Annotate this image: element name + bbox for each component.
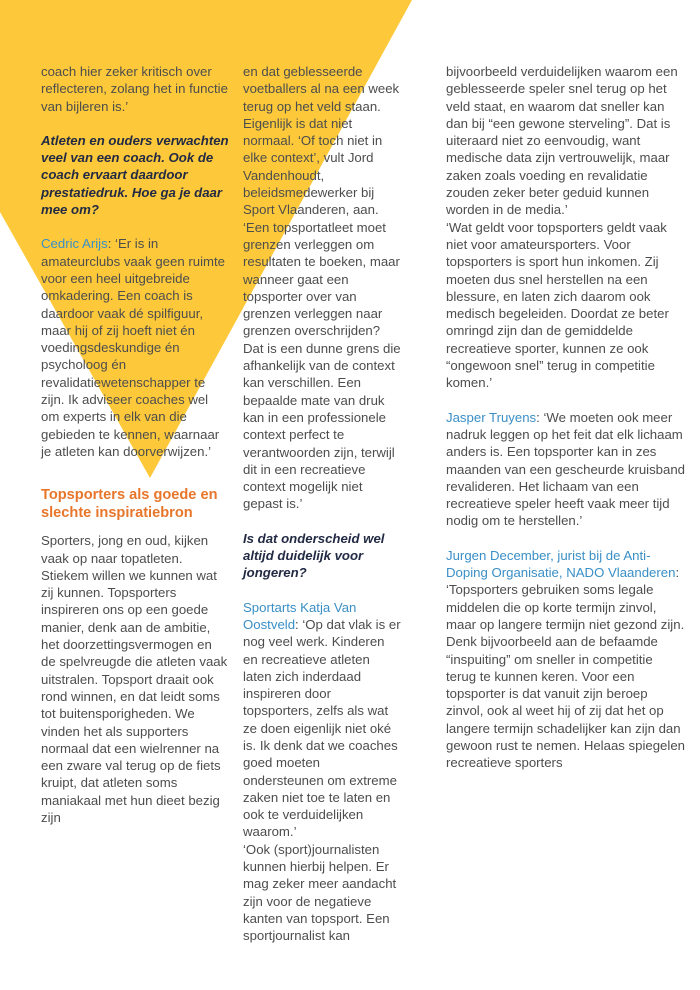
answer-text: : ‘Op dat vlak is er nog veel werk. Kinderen en recreatieve atleten laten zich inderdaad inspireren door topsporters, zelfs als wat ze doen eigenlijk niet oké is. Ik denk dat we coaches goed moeten ondersteunen om extreme zaken niet toe te laten en ook te verduidelijken waarom.’	[243, 616, 401, 840]
speaker-name: Sportarts Katja Van Oostveld	[243, 599, 357, 632]
col2-paragraph: en dat geblesseerde voetballers al na een week terug op het veld staan. Eigenlijk is dat niet normaal. ‘Of toch niet in elke context’, vult Jord Vandenhoudt, beleidsmedewerker bij Sport Vlaanderen, aan. ‘Een topsportatleet moet grenzen verleggen om resultaten te boeken, maar wanneer gaat een topsporter over van grenzen verleggen naar grenzen overschrijden? Dat is een dunne grens die afhankelijk van de context kan verschillen. Een bepaalde mate van druk kan in een professionele context perfect te verantwoorden zijn, terwijl dit in een recreatieve context mogelijk niet gepast is.’	[243, 64, 401, 512]
answer-text-2: : ‘Topsporters gebruiken soms legale middelen die op korte termijn zinvol, maar op langere termijn niet gezond zijn. Denk bijvoorbeeld aan de befaamde “inspuiting” om sneller in competitie terug te kunnen keren. Voor een topsporter is dat vanuit zijn beroep zinvol, ook al weet hij of zij dat het op langere termijn schadelijker kan zijn dan gewoon rust te nemen. Helaas spiegelen recreatieve sporters	[446, 565, 685, 771]
column-1	[41, 63, 229, 826]
col1-paragraph: coach hier zeker kritisch over reflecteren, zolang het in functie van bijleren is.’	[41, 64, 228, 114]
column-2	[243, 63, 401, 945]
answer-text: : ‘We moeten ook meer nadruk leggen op het feit dat elk lichaam anders is. Een topsporter kan in zes maanden van een gescheurde kruisband revalideren. Het lichaam van een recreatieve speler heeft vaak meer tijd nodig om te herstellen.’	[446, 409, 686, 529]
col3-paragraph: bijvoorbeeld verduidelijken waarom een geblesseerde speler snel terug op het veld staat, en waarom dat sneller kan dan bij “een gewone sterveling”. Dat is uiteraard niet zo eenvoudig, want medische data zijn vertrouwelijk, maar zaken zoals voeding en revalidatie zouden zeker beter geduid kunnen worden in de media.’	[446, 64, 678, 218]
speaker-name: Jasper Truyens	[446, 409, 537, 425]
interview-question: Atleten en ouders verwachten veel van een coach. Ook de coach ervaart daardoor prestatiedruk. Hoe ga je daar mee om?	[41, 132, 229, 218]
section-body: Sporters, jong en oud, kijken vaak op naar topatleten. Stiekem willen we kunnen wat zij kunnen. Topsporters inspireren ons op een goede manier, denk aan de ambitie, het doorzettingsvermogen en de spelvreugde die atleten vaak uitstralen. Topsport draait ook rond winnen, en dat leidt soms tot buitensporigheden. We vinden het als supporters normaal dat een wielrenner na een zware val terug op de fiets kruipt, dat atleten soms maniakaal met hun dieet bezig zijn	[41, 533, 228, 825]
speaker-name: Cedric Arijs	[41, 236, 108, 252]
answer-text: : ‘Er is in amateurclubs vaak geen ruimte voor een heel uitgebreide omkadering. Een coach is daardoor vaak dé spilfiguur, maar hij of zij hoeft niet én voedingsdeskundige én psycholoog én revalidatiewetenschapper te zijn. Ik adviseer coaches wel om experts in elk van die gebieden te kennen, waarnaar je atleten kan doorverwijzen.’	[41, 236, 225, 459]
interview-answer	[446, 409, 686, 530]
interview-question: Is dat onderscheid wel altijd duidelijk voor jongeren?	[243, 530, 385, 581]
interview-answer	[41, 235, 229, 460]
col3-paragraph-2: ‘Wat geldt voor topsporters geldt vaak niet voor amateursporters. Voor topsporters is sport hun inkomen. Zij moeten dus snel herstellen na een blessure, en laten zich daarom ook medisch begeleiden. Doordat ze beter omringd zijn dan de gemiddelde recreatieve sporter, kunnen ze ook “ongewoon snel” terug in competitie komen.’	[446, 219, 669, 391]
interview-answer	[243, 599, 401, 841]
col2-paragraph-2: ‘Ook (sport)journalisten kunnen hierbij helpen. Er mag zeker meer aandacht zijn voor de negatieve kanten van topsport. Een sportjournalist kan	[243, 841, 397, 944]
interview-answer-2	[446, 547, 686, 772]
speaker-name-2: Jurgen December, jurist bij de Anti-Doping Organisatie, NADO Vlaanderen	[446, 547, 676, 581]
column-3	[446, 63, 686, 772]
section-heading: Topsporters als goede en slechte inspiratiebron	[41, 487, 218, 521]
